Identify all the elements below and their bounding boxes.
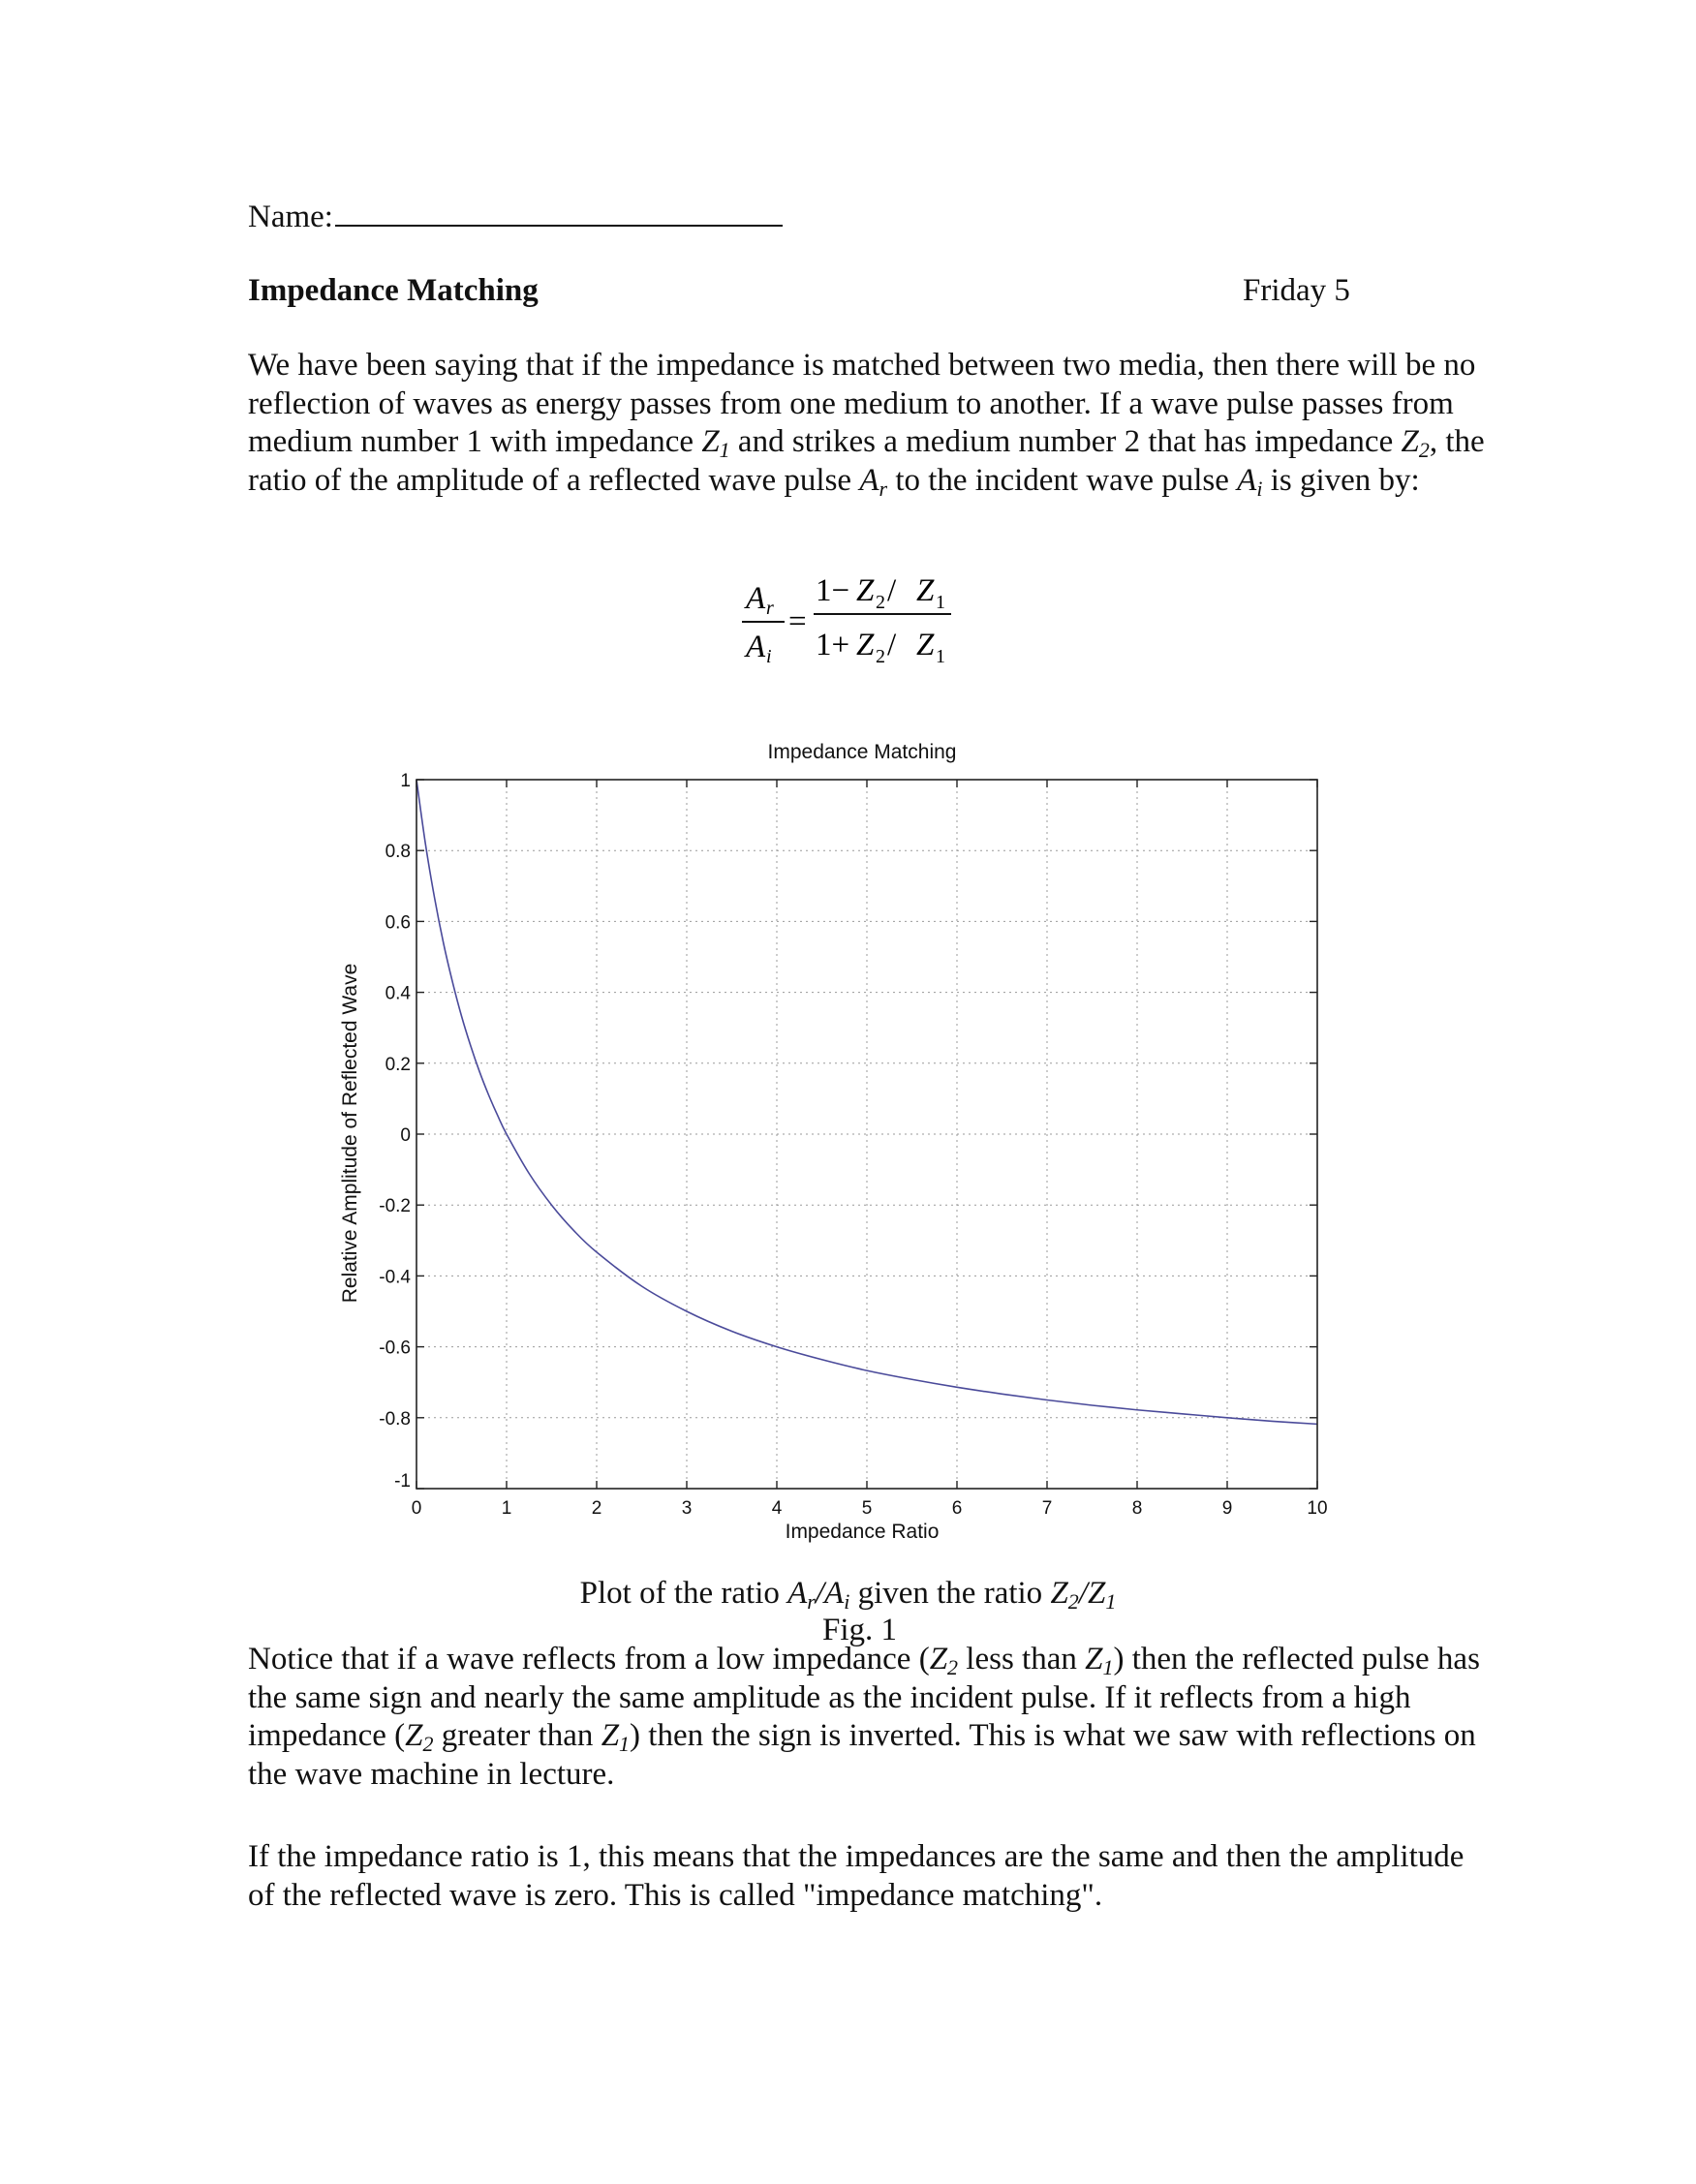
chart-y-tick-label: -0.6: [379, 1338, 411, 1359]
chart-x-tick-label: 9: [1221, 1498, 1233, 1519]
formula-num-right-a: 1−: [816, 573, 850, 608]
name-field: [248, 196, 783, 235]
chart-grid: [416, 780, 1317, 1489]
chart-y-axis-label: Relative Amplitude of Reflected Wave: [339, 963, 361, 1304]
chart-x-tick-label: 4: [771, 1498, 783, 1519]
chart-x-tick-label: 8: [1131, 1498, 1143, 1519]
chart-x-tick-label: 3: [681, 1498, 693, 1519]
chart-y-tick-label: -1: [394, 1471, 411, 1492]
chart-y-tick-label: 0: [400, 1125, 411, 1146]
figure-number: Fig. 1: [821, 1613, 898, 1647]
chart-x-tick-label: 6: [951, 1498, 963, 1519]
formula-num-left-sub: r: [766, 598, 774, 619]
chart-y-tick-label: 1: [400, 771, 411, 791]
formula-den-right-c: Z: [916, 628, 935, 662]
chart-y-tick-label: 0.4: [385, 983, 411, 1004]
name-label: Name:: [248, 200, 333, 234]
formula-den-left-sub: i: [766, 646, 772, 667]
chart-x-tick-label: 0: [411, 1498, 422, 1519]
closing-paragraph: If the impedance ratio is 1, this means that the impedances are the same and then the amplitude of the reflected wave is zero. This is called "impedance matching".: [248, 1839, 1465, 1913]
chart-y-tick-label: -0.8: [379, 1408, 411, 1430]
chart-x-tick-label: 5: [861, 1498, 873, 1519]
formula-num-right-c-sub: 1: [936, 592, 945, 613]
figure-caption: Plot of the ratio $A_r/A_i$ given the ratio $Z_2/Z_1$: [579, 1576, 1117, 1614]
formula-num-right-b-sub: 2: [876, 592, 885, 613]
reflection-formula: [736, 571, 969, 678]
notice-paragraph: Notice that if a wave reflects from a low impedance ($Z_2$ less than $Z_1$) then the reflected pulse has the same sign and nearly the same amplitude as the incident pulse. If it reflects from a high impedance ($Z_2$ greater than $Z_1$) then the sign is inverted. This is what we saw with reflections on the wave machine in lecture.: [248, 1642, 1480, 1792]
chart-x-tick-label: 7: [1041, 1498, 1053, 1519]
formula-den-right-b-sub: 2: [876, 646, 885, 667]
formula-num-left: A: [746, 581, 766, 616]
chart-y-tick-label: 0.8: [385, 842, 411, 863]
intro-paragraph: We have been saying that if the impedance is matched between two media, then there will be no reflection of waves as energy passes from one medium to another. If a wave pulse passes from medium number 1 with impedance $Z_1$ and strikes a medium number 2 that has impedance $Z_2$, the ratio of the amplitude of a reflected wave pulse $A_r$ to the incident wave pulse $A_i$ is given by:: [248, 348, 1485, 501]
chart-x-tick-label: 1: [501, 1498, 512, 1519]
date-label: Friday 5: [1243, 273, 1350, 308]
chart-y-tick-label: 0.2: [385, 1054, 411, 1075]
formula-den-right-a: 1+: [816, 628, 850, 662]
formula-num-right-b: Z: [856, 573, 875, 608]
chart-y-tick-label: -0.4: [379, 1267, 411, 1288]
chart-y-tick-label: -0.2: [379, 1196, 411, 1217]
formula-den-right-b: Z: [856, 628, 875, 662]
page-title: Impedance Matching: [248, 273, 539, 308]
formula-den-right-slash: /: [887, 628, 897, 662]
chart-x-tick-label: 2: [591, 1498, 602, 1519]
name-blank-line[interactable]: [335, 196, 783, 227]
formula-den-left: A: [746, 630, 766, 664]
formula-den-right-c-sub: 1: [936, 646, 945, 667]
formula-num-right-slash: /: [887, 573, 897, 608]
chart-y-tick-label: 0.6: [385, 912, 411, 934]
impedance-chart: [329, 726, 1356, 1559]
chart-title: Impedance Matching: [767, 741, 957, 763]
chart-ticks: [379, 771, 1327, 1519]
chart-x-axis-label: Impedance Ratio: [785, 1521, 940, 1543]
chart-x-tick-label: 10: [1307, 1498, 1328, 1519]
formula-equals: =: [788, 604, 807, 639]
formula-num-right-c: Z: [916, 573, 935, 608]
